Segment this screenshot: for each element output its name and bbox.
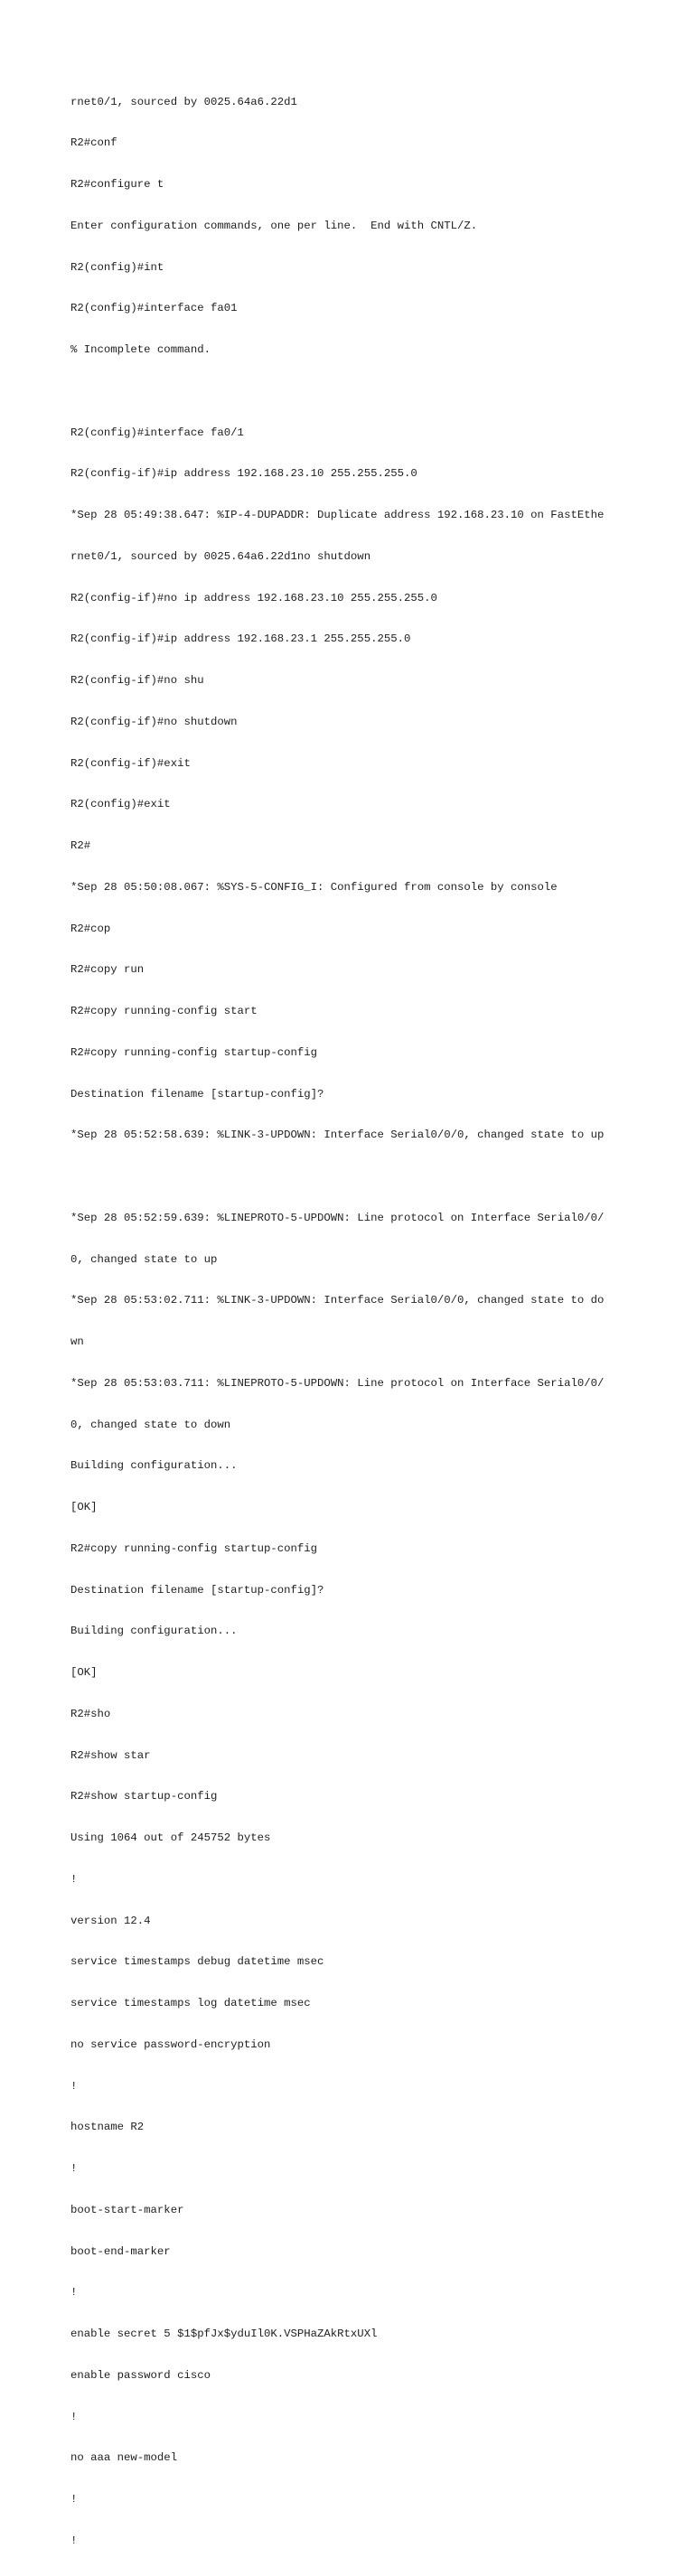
console-line: 0, changed state to up bbox=[70, 1252, 218, 1266]
console-line: R2#conf bbox=[70, 136, 117, 150]
console-line: R2(config-if)#exit bbox=[70, 756, 191, 770]
console-line: R2(config)#interface fa01 bbox=[70, 302, 238, 315]
console-line: R2# bbox=[70, 839, 91, 852]
console-line: hostname R2 bbox=[70, 2121, 145, 2134]
console-line: R2#configure t bbox=[70, 178, 164, 191]
console-line: *Sep 28 05:52:58.639: %LINK-3-UPDOWN: Interface Serial0/0/0, changed state to up bbox=[70, 1129, 605, 1142]
console-line: no aaa new-model bbox=[70, 2451, 178, 2465]
console-line: *Sep 28 05:52:59.639: %LINEPROTO-5-UPDOWN: Line protocol on Interface Serial0/0/ bbox=[70, 1211, 605, 1224]
console-line: [OK] bbox=[70, 1666, 98, 1679]
console-output bbox=[70, 68, 685, 2576]
console-line: rnet0/1, sourced by 0025.64a6.22d1no shutdown bbox=[70, 549, 371, 563]
console-line: ! bbox=[70, 2079, 78, 2093]
console-line: *Sep 28 05:49:38.647: %IP-4-DUPADDR: Duplicate address 192.168.23.10 on FastEthe bbox=[70, 509, 605, 521]
console-line: Building configuration... bbox=[70, 1625, 238, 1638]
console-line: Destination filename [startup-config]? bbox=[70, 1087, 324, 1101]
console-line: R2(config)#int bbox=[70, 260, 164, 274]
console-line: R2(config-if)#no ip address 192.168.23.10 255.255.255.0 bbox=[70, 591, 437, 604]
console-line: R2#copy running-config startup-config bbox=[70, 1045, 318, 1059]
console-line: service timestamps log datetime msec bbox=[70, 1997, 311, 2009]
console-line: R2#copy running-config start bbox=[70, 1005, 258, 1017]
console-line: ! bbox=[70, 2162, 78, 2175]
console-line bbox=[70, 385, 685, 398]
console-line: ! bbox=[70, 2286, 78, 2300]
console-line: Using 1064 out of 245752 bytes bbox=[70, 1831, 271, 1844]
console-line bbox=[70, 1170, 685, 1184]
console-line: % Incomplete command. bbox=[70, 343, 211, 356]
console-line: version 12.4 bbox=[70, 1914, 151, 1927]
console-line: *Sep 28 05:53:02.711: %LINK-3-UPDOWN: Interface Serial0/0/0, changed state to do bbox=[70, 1294, 605, 1307]
console-line: ! bbox=[70, 1872, 78, 1886]
console-line: 0, changed state to down bbox=[70, 1418, 231, 1431]
console-line: R2(config-if)#no shu bbox=[70, 674, 204, 687]
console-line: boot-start-marker bbox=[70, 2203, 184, 2216]
console-line: rnet0/1, sourced by 0025.64a6.22d1 bbox=[70, 95, 297, 108]
console-line: ! bbox=[70, 2534, 78, 2547]
console-line: *Sep 28 05:53:03.711: %LINEPROTO-5-UPDOWN: Line protocol on Interface Serial0/0/ bbox=[70, 1376, 605, 1390]
console-line: R2(config)#interface fa0/1 bbox=[70, 426, 244, 439]
console-line: Building configuration... bbox=[70, 1459, 238, 1473]
console-line: wn bbox=[70, 1335, 84, 1348]
console-line: enable password cisco bbox=[70, 2368, 211, 2382]
console-line: R2#copy running-config startup-config bbox=[70, 1541, 318, 1555]
console-line: Destination filename [startup-config]? bbox=[70, 1583, 324, 1597]
console-line: Enter configuration commands, one per line. End with CNTL/Z. bbox=[70, 219, 478, 232]
console-line: service timestamps debug datetime msec bbox=[70, 1955, 324, 1969]
console-line: [OK] bbox=[70, 1501, 98, 1513]
console-line: no service password-encryption bbox=[70, 2037, 271, 2051]
console-line: ! bbox=[70, 2410, 78, 2423]
console-line: R2#sho bbox=[70, 1707, 111, 1720]
console-line: R2#show startup-config bbox=[70, 1790, 218, 1803]
console-line: R2(config-if)#ip address 192.168.23.10 255.255.255.0 bbox=[70, 467, 417, 481]
console-line: R2(config-if)#ip address 192.168.23.1 255.255.255.0 bbox=[70, 632, 411, 646]
console-line: boot-end-marker bbox=[70, 2244, 171, 2258]
console-line: enable secret 5 $1$pfJx$yduIl0K.VSPHaZAkRtxUXl bbox=[70, 2328, 378, 2340]
console-line: R2(config-if)#no shutdown bbox=[70, 715, 238, 728]
console-line: R2#show star bbox=[70, 1748, 151, 1762]
console-line: *Sep 28 05:50:08.067: %SYS-5-CONFIG_I: Configured from console by console bbox=[70, 880, 558, 894]
console-line: ! bbox=[70, 2493, 78, 2506]
console-line: R2#cop bbox=[70, 922, 111, 935]
console-line: R2#copy run bbox=[70, 963, 145, 977]
console-line: R2(config)#exit bbox=[70, 798, 171, 811]
